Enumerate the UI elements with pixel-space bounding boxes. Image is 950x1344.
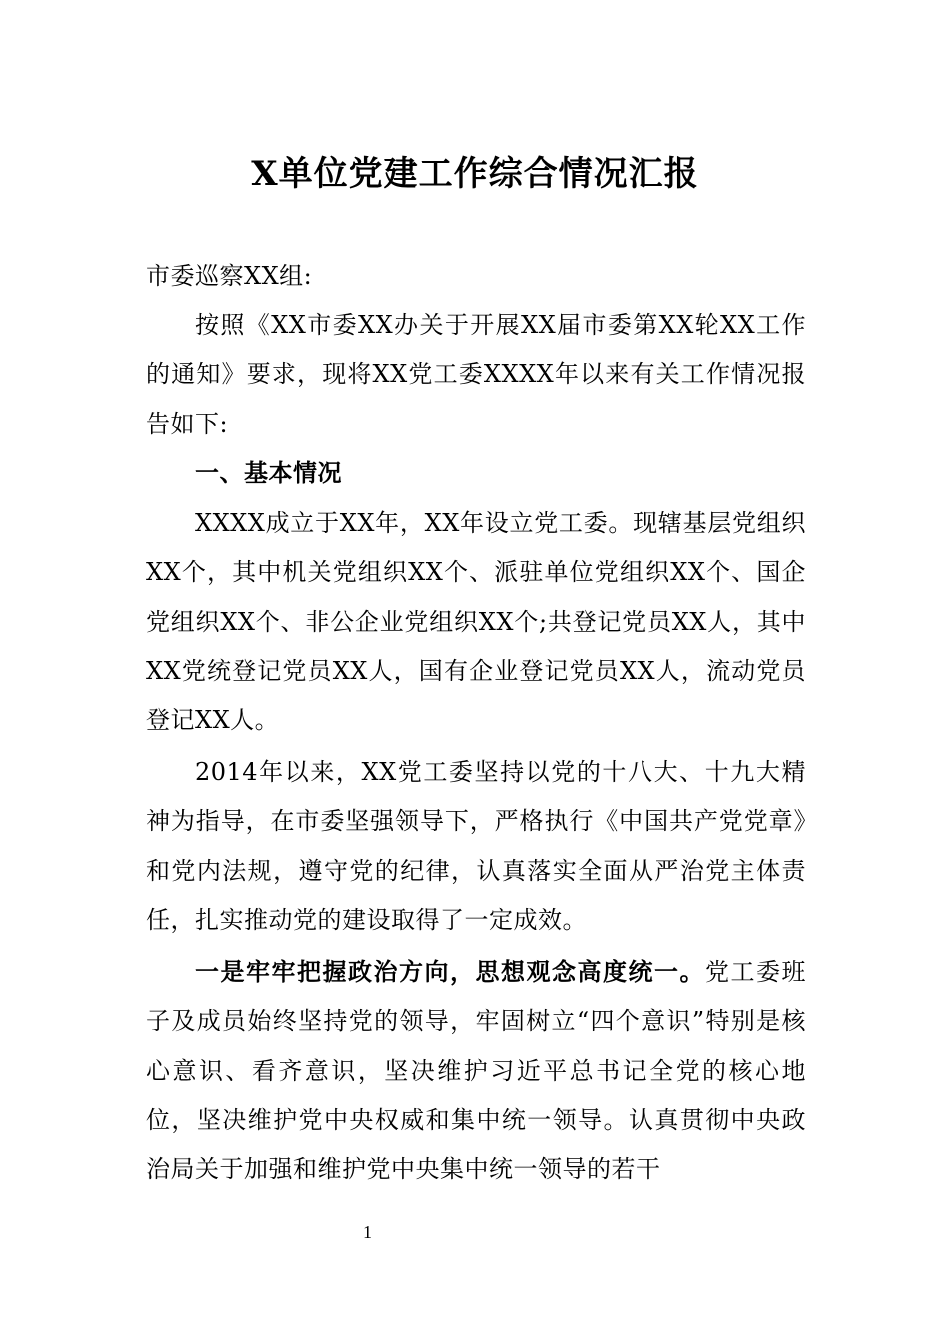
paragraph-lead-bold: 一是牢牢把握政治方向，思想观念高度统一。	[195, 957, 705, 986]
political-direction-paragraph	[146, 947, 806, 1194]
basic-info-paragraph: XXXX成立于XX年，XX年设立党工委。现辖基层党组织XX个，其中机关党组织XX个、派驻单位党组织XX个、国企党组织XX个、非公企业党组织XX个;共登记党员XX人，其中XX党统登记党员XX人，国有企业登记党员XX人，流动党员登记XX人。	[146, 509, 806, 735]
document-title: X单位党建工作综合情况汇报	[251, 154, 699, 194]
section-heading-basic-info: 一、基本情况	[195, 459, 342, 487]
paragraph-body: 党工委班子及成员始终坚持党的领导，牢固树立“四个意识”特别是核心意识、看齐意识，坚决维护习近平总书记全党的核心地位，坚决维护党中央权威和集中统一领导。认真贯彻中央政治局关于加强和维护党中央集中统一领导的若干	[146, 958, 806, 1184]
salutation: 市委巡察XX组:	[146, 262, 313, 290]
since-2014-paragraph: 2014年以来，XX党工委坚持以党的十八大、十九大精神为指导，在市委坚强领导下，严格执行《中国共产党党章》和党内法规，遵守党的纪律，认真落实全面从严治党主体责任，扎实推动党的建设取得了一定成效。	[146, 758, 806, 934]
intro-paragraph: 按照《XX市委XX办关于开展XX届市委第XX轮XX工作的通知》要求，现将XX党工委XXXX年以来有关工作情况报告如下:	[146, 311, 806, 438]
page-number: 1	[363, 1222, 372, 1242]
